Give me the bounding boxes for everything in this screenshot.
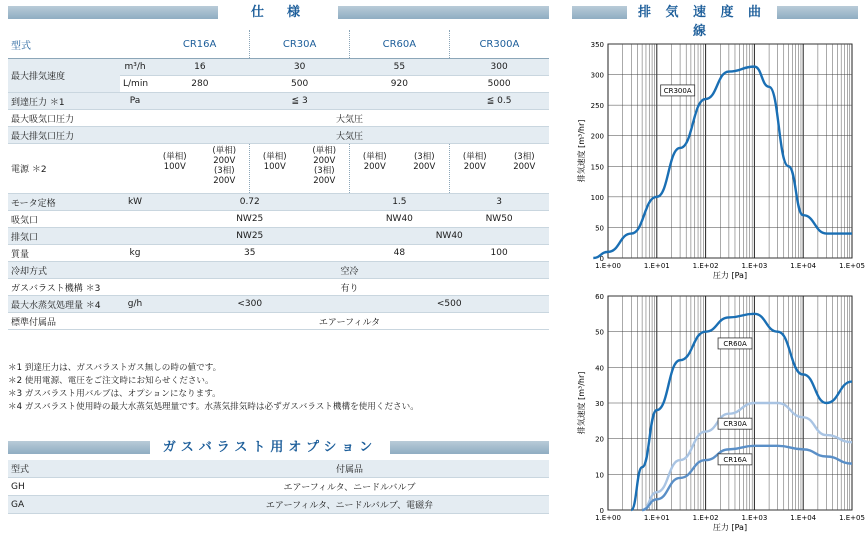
exhaust-row: 排気口 NW25 NW40 (8, 228, 549, 245)
series-label-cr16a: CR16A (723, 455, 747, 464)
series-label-cr30a: CR30A (723, 420, 747, 429)
series-label-cr300a: CR300A (663, 86, 692, 95)
ultimate-pressure-row: 到達圧力 ＊1 Pa ≦ 3 ≦ 0.5 (8, 93, 549, 110)
note-1: ＊1 到達圧力は、ガスバラストガス無しの時の値です。 (8, 363, 222, 373)
speed-row: 最大排気速度 m³/h 16 30 55 300 (8, 59, 549, 76)
accessory-row: 標準付属品 エアーフィルタ (8, 313, 549, 330)
note-4: ＊4 ガスバラスト使用時の最大水蒸気処理量です。水蒸気排気時は必ずガスバラスト機構を使用ください。 (8, 402, 419, 412)
y-tick-label: 50 (595, 224, 604, 233)
x-tick-label: 1.E+02 (692, 262, 719, 270)
spec-table (8, 30, 549, 330)
inlet-pressure-row: 最大吸気口圧力 大気圧 (8, 110, 549, 127)
y-tick-label: 30 (595, 400, 604, 408)
y-tick-label: 20 (595, 435, 604, 444)
motor-row: モータ定格 kW 0.72 1.5 3 (8, 194, 549, 211)
note-3: ＊3 ガスバラスト用バルブは、オプションになります。 (8, 389, 221, 399)
spec-header-row (8, 30, 549, 59)
x-axis-label: 圧力 [Pa] (712, 523, 748, 532)
pumping-speed-chart-1 (572, 32, 865, 288)
inlet-row: 吸気口 NW25 NW40 NW50 (8, 211, 549, 228)
option-row-gh: GH エアーフィルタ、ニードルバルブ (8, 478, 549, 496)
spec-notes (8, 362, 419, 414)
y-tick-label: 40 (595, 364, 604, 373)
y-tick-label: 50 (595, 328, 604, 337)
header-cr16a: CR16A (150, 30, 250, 59)
x-tick-label: 1.E+00 (595, 262, 621, 270)
x-tick-label: 1.E+03 (741, 262, 768, 270)
x-tick-label: 1.E+01 (643, 262, 670, 270)
water-vapor-row: 最大水蒸気処理量 ＊4 g/h <300 <500 (8, 296, 549, 313)
y-tick-label: 250 (590, 102, 604, 111)
y-axis-label: 排気速度 [m³/hr] (577, 371, 586, 435)
series-label-cr60a: CR60A (723, 339, 747, 348)
outlet-pressure-row: 最大排気口圧力 大気圧 (8, 127, 549, 144)
note-2: ＊2 使用電源、電圧をご注文時にお知らせください。 (8, 376, 214, 386)
power-cells: (単相) 100V (単相) 200V (3相) 200V (単相) 100V (単相) 200V (3相) 200V (単相) 200V (3相) 200V (単相) 200V (3相) 200V (150, 144, 549, 193)
speed-row-2: L/min 280 500 920 5000 (8, 76, 549, 93)
x-tick-label: 1.E+04 (790, 514, 817, 522)
y-axis-label: 排気速度 [m³/hr] (577, 119, 586, 183)
y-tick-label: 150 (590, 163, 604, 172)
x-tick-label: 1.E+01 (643, 514, 670, 522)
header-model: 型式 (8, 30, 120, 59)
header-cr300a: CR300A (449, 30, 549, 59)
cooling-row: 冷却方式 空冷 (8, 262, 549, 279)
curve-title: 排 気 速 度 曲 線 (627, 3, 777, 22)
options-title: ガスバラスト用オプション (150, 438, 390, 457)
x-tick-label: 1.E+02 (692, 514, 719, 522)
header-cr60a: CR60A (350, 30, 450, 59)
y-tick-label: 300 (590, 71, 604, 80)
mass-row: 質量 kg 35 48 100 (8, 245, 549, 262)
option-row-ga: GA エアーフィルタ、ニードルバルブ、電磁弁 (8, 496, 549, 514)
x-tick-label: 1.E+03 (741, 514, 768, 522)
options-header: 型式 付属品 (8, 460, 549, 478)
y-tick-label: 60 (595, 293, 604, 301)
x-tick-label: 1.E+04 (790, 262, 817, 270)
power-row: 電源 ＊2 (単相) 100V (単相) 200V (3相) 200V (単相) 100V (単相) 200V (3相) 200V (単相) 200V (3相) 200V (単相) 200V (3相) 200V (8, 144, 549, 194)
header-cr30a: CR30A (250, 30, 350, 59)
y-tick-label: 0 (599, 507, 604, 515)
y-tick-label: 0 (599, 255, 604, 263)
options-table (8, 460, 549, 514)
y-tick-label: 200 (590, 132, 604, 141)
y-tick-label: 10 (595, 471, 604, 480)
x-tick-label: 1.E+00 (595, 514, 621, 522)
x-tick-label: 1.E+05 (839, 514, 865, 522)
y-tick-label: 350 (590, 41, 604, 49)
x-axis-label: 圧力 [Pa] (712, 271, 748, 280)
x-tick-label: 1.E+05 (839, 262, 865, 270)
gas-ballast-row: ガスバラスト機構 ＊3 有り (8, 279, 549, 296)
spec-title: 仕 様 (218, 3, 338, 22)
pumping-speed-chart-2 (572, 290, 865, 542)
y-tick-label: 100 (590, 193, 604, 202)
